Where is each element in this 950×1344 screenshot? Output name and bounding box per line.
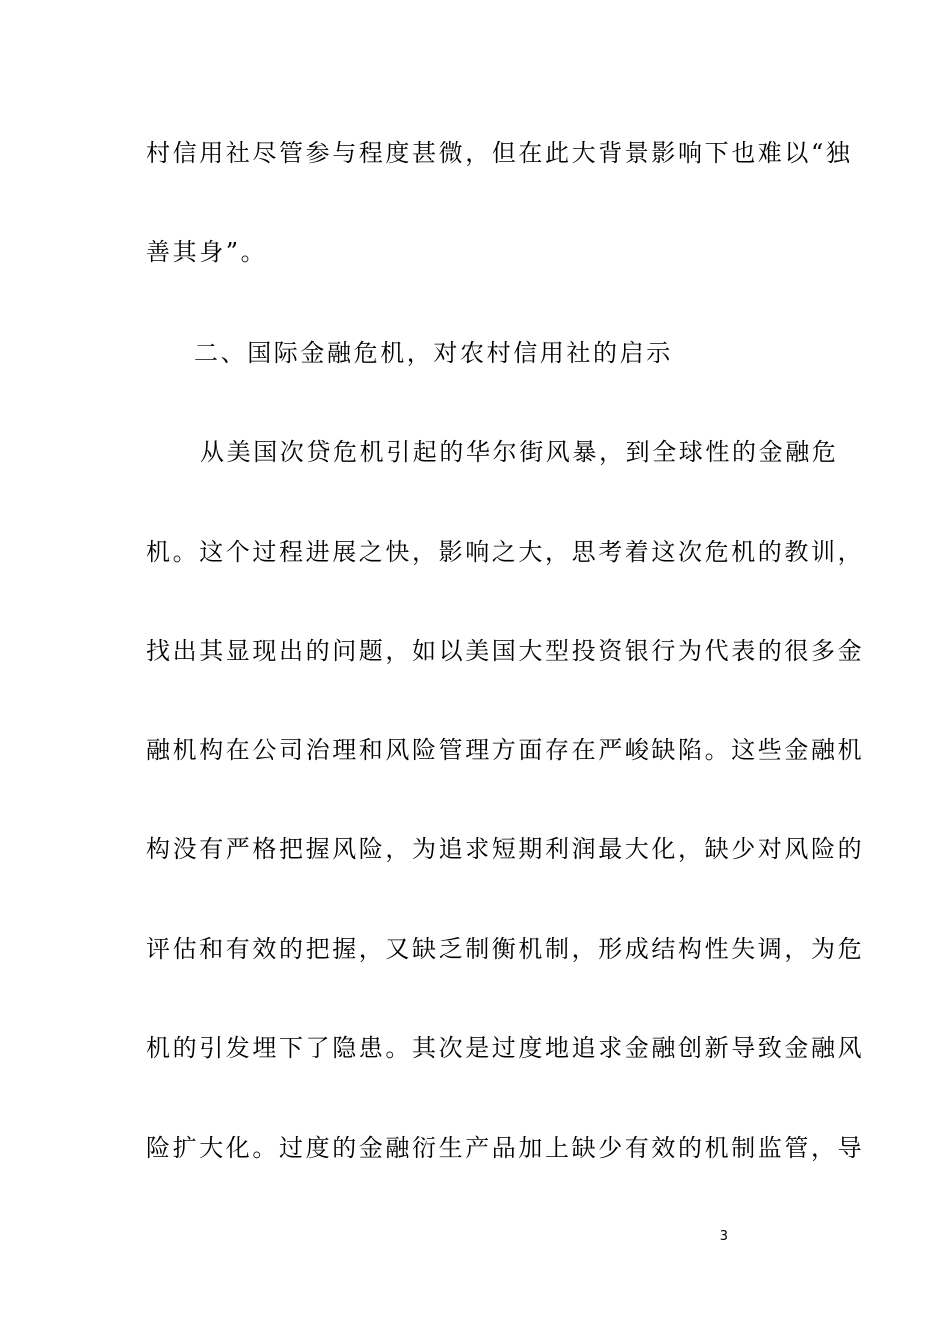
text-line-7: 融机构在公司治理和风险管理方面存在严峻缺陷。这些金融机 (146, 736, 865, 764)
text-line-5: 机。这个过程进展之快，影响之大，思考着这次危机的教训， (146, 538, 865, 566)
text-line-4: 从美国次贷危机引起的华尔街风暴，到全球性的金融危 (200, 438, 839, 466)
text-line-2: 善其身”。 (146, 238, 268, 266)
text-line-9: 评估和有效的把握，又缺乏制衡机制，形成结构性失调，为危 (146, 935, 865, 963)
text-line-10: 机的引发埋下了隐患。其次是过度地追求金融创新导致金融风 (146, 1034, 865, 1062)
page-number: 3 (719, 1229, 728, 1244)
text-line-1: 村信用社尽管参与程度甚微，但在此大背景影响下也难以“独 (146, 139, 853, 167)
section-heading: 二、国际金融危机，对农村信用社的启示 (194, 339, 673, 367)
text-line-6: 找出其显现出的问题，如以美国大型投资银行为代表的很多金 (146, 637, 865, 665)
text-line-11: 险扩大化。过度的金融衍生产品加上缺少有效的机制监管，导 (146, 1134, 865, 1162)
text-line-8: 构没有严格把握风险，为追求短期利润最大化，缺少对风险的 (146, 835, 865, 863)
